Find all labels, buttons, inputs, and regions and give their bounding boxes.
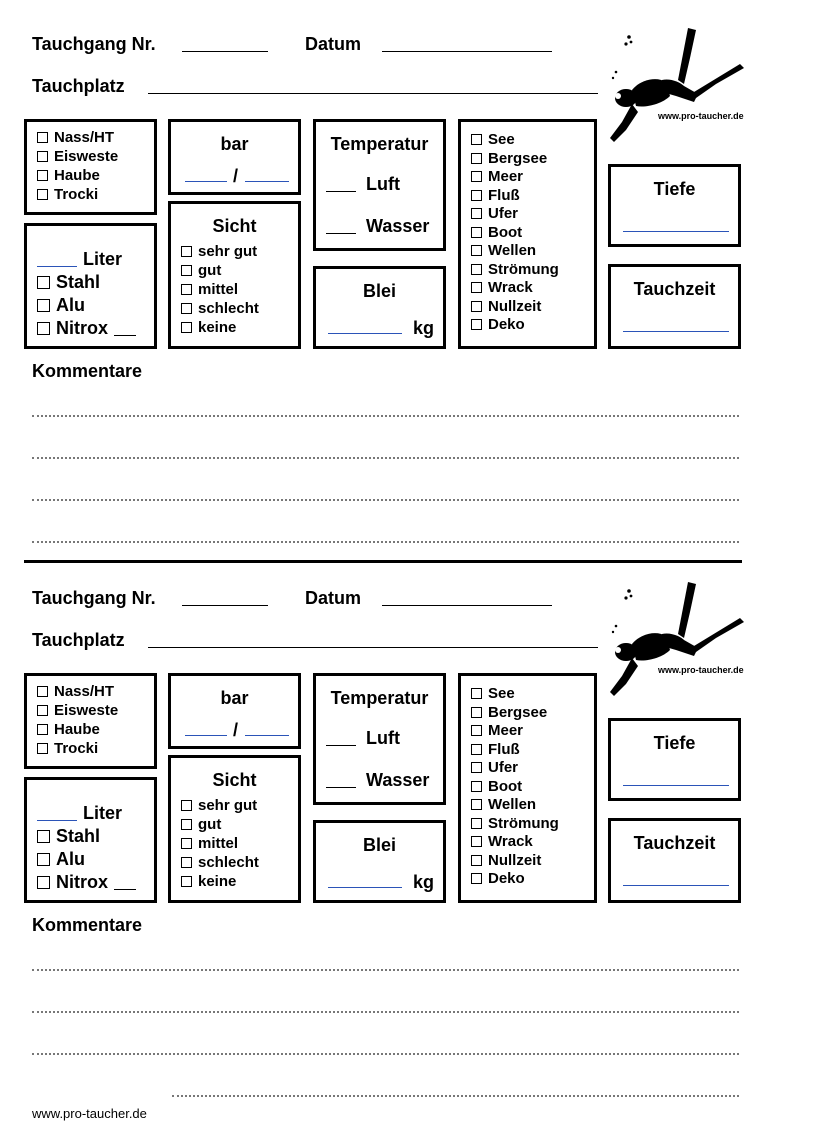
checkbox-icon[interactable]: [37, 705, 48, 716]
suit-option[interactable]: Haube: [37, 722, 118, 737]
tank-option[interactable]: Stahl: [37, 827, 136, 845]
comments-title: Kommentare: [32, 361, 143, 381]
visibility-option[interactable]: gut: [181, 817, 259, 832]
water-type-option[interactable]: Meer: [471, 723, 559, 738]
suit-option[interactable]: Haube: [37, 168, 118, 183]
logo-site-text: www.pro-taucher.de: [658, 665, 744, 675]
bar-start-field[interactable]: [185, 181, 227, 182]
logbook-entry-1: [0, 0, 819, 560]
temperature-box: [313, 119, 446, 251]
tank-option[interactable]: Nitrox: [37, 873, 136, 891]
water-type-option[interactable]: Wrack: [471, 834, 559, 849]
dive-time-title: Tauchzeit: [633, 279, 716, 299]
bar-box: [168, 119, 301, 195]
water-type-option[interactable]: Nullzeit: [471, 853, 559, 868]
dive-number-label: Tauchgang Nr.: [32, 588, 156, 608]
weight-unit: kg: [413, 872, 435, 892]
checkbox-icon[interactable]: [471, 855, 482, 866]
dive-number-label: Tauchgang Nr.: [32, 34, 156, 54]
tank-liter-row[interactable]: Liter: [37, 250, 136, 268]
logo-site-text: www.pro-taucher.de: [658, 111, 744, 121]
dive-site-label: Tauchplatz: [32, 630, 125, 650]
checkbox-icon[interactable]: [471, 688, 482, 699]
tank-option[interactable]: Nitrox: [37, 319, 136, 337]
checkbox-icon[interactable]: [37, 853, 50, 866]
footer-site: www.pro-taucher.de: [32, 1106, 147, 1121]
bar-end-field[interactable]: [245, 181, 289, 182]
dive-time-box: [608, 264, 741, 349]
tank-box: [24, 223, 157, 349]
air-label: Luft: [366, 728, 400, 748]
scuba-diver-icon: [604, 24, 744, 148]
suit-box: [24, 119, 157, 215]
bar-box: [168, 673, 301, 749]
comment-line[interactable]: [32, 541, 739, 543]
suit-box: [24, 673, 157, 769]
suit-option[interactable]: Trocki: [37, 741, 118, 756]
suit-option[interactable]: Nass/HT: [37, 684, 118, 699]
depth-title: Tiefe: [653, 733, 696, 753]
water-type-option[interactable]: Wellen: [471, 797, 559, 812]
tank-option[interactable]: Alu: [37, 850, 136, 868]
weight-title: Blei: [362, 281, 396, 301]
liter-field[interactable]: [37, 806, 77, 821]
dive-number-field[interactable]: [182, 51, 268, 52]
comment-line[interactable]: [32, 415, 739, 417]
water-temp-field[interactable]: [326, 787, 356, 788]
dive-site-field[interactable]: [148, 93, 598, 94]
checkbox-icon[interactable]: [471, 836, 482, 847]
checkbox-icon[interactable]: [181, 284, 192, 295]
checkbox-icon[interactable]: [181, 322, 192, 333]
suit-option[interactable]: Eisweste: [37, 149, 118, 164]
checkbox-icon[interactable]: [37, 170, 48, 181]
water-type-box: [458, 673, 597, 903]
checkbox-icon[interactable]: [181, 838, 192, 849]
bar-end-field[interactable]: [245, 735, 289, 736]
checkbox-icon[interactable]: [37, 132, 48, 143]
checkbox-icon[interactable]: [37, 151, 48, 162]
checkbox-icon[interactable]: [471, 319, 482, 330]
checkbox-icon[interactable]: [37, 189, 48, 200]
comment-line[interactable]: [172, 1095, 739, 1097]
weight-box: [313, 266, 446, 349]
checkbox-icon[interactable]: [471, 208, 482, 219]
water-type-option[interactable]: Wrack: [471, 280, 559, 295]
visibility-option[interactable]: keine: [181, 874, 259, 889]
water-type-option[interactable]: Deko: [471, 317, 559, 332]
depth-box: [608, 718, 741, 801]
water-type-option[interactable]: Strömung: [471, 816, 559, 831]
comment-line[interactable]: [32, 499, 739, 501]
checkbox-icon[interactable]: [37, 276, 50, 289]
dive-time-title: Tauchzeit: [633, 833, 716, 853]
temperature-title: Temperatur: [330, 688, 429, 708]
checkbox-icon[interactable]: [181, 246, 192, 257]
visibility-option[interactable]: mittel: [181, 282, 259, 297]
visibility-box: [168, 201, 301, 349]
visibility-title: Sicht: [212, 216, 257, 236]
scuba-diver-icon: [604, 578, 744, 702]
air-temp-field[interactable]: [326, 191, 356, 192]
comment-line[interactable]: [32, 1053, 739, 1055]
tank-option[interactable]: Alu: [37, 296, 136, 314]
weight-title: Blei: [362, 835, 396, 855]
checkbox-icon[interactable]: [471, 744, 482, 755]
air-label: Luft: [366, 174, 400, 194]
visibility-option[interactable]: mittel: [181, 836, 259, 851]
water-type-option[interactable]: Ufer: [471, 760, 559, 775]
checkbox-icon[interactable]: [181, 303, 192, 314]
water-label: Wasser: [366, 216, 430, 236]
comment-line[interactable]: [32, 969, 739, 971]
checkbox-icon[interactable]: [471, 301, 482, 312]
visibility-title: Sicht: [212, 770, 257, 790]
checkbox-icon[interactable]: [471, 725, 482, 736]
date-label: Datum: [305, 588, 362, 608]
visibility-option[interactable]: sehr gut: [181, 798, 259, 813]
weight-unit: kg: [413, 318, 435, 338]
water-type-option[interactable]: See: [471, 132, 559, 147]
comment-line[interactable]: [32, 457, 739, 459]
weight-field[interactable]: [328, 333, 402, 334]
tank-liter-row[interactable]: Liter: [37, 804, 136, 822]
checkbox-icon[interactable]: [181, 857, 192, 868]
depth-field[interactable]: [623, 785, 729, 786]
visibility-option[interactable]: schlecht: [181, 301, 259, 316]
dive-site-label: Tauchplatz: [32, 76, 125, 96]
comments-title: Kommentare: [32, 915, 143, 935]
liter-field[interactable]: [37, 252, 77, 267]
water-type-option[interactable]: Fluß: [471, 742, 559, 757]
water-type-box: [458, 119, 597, 349]
water-type-option[interactable]: See: [471, 686, 559, 701]
water-type-option[interactable]: Strömung: [471, 262, 559, 277]
visibility-option[interactable]: gut: [181, 263, 259, 278]
bar-slash: /: [233, 166, 239, 186]
depth-box: [608, 164, 741, 247]
visibility-option[interactable]: schlecht: [181, 855, 259, 870]
water-type-option[interactable]: Fluß: [471, 188, 559, 203]
checkbox-icon[interactable]: [37, 724, 48, 735]
checkbox-icon[interactable]: [37, 830, 50, 843]
air-temp-field[interactable]: [326, 745, 356, 746]
checkbox-icon[interactable]: [471, 799, 482, 810]
nitrox-field[interactable]: [114, 875, 136, 890]
checkbox-icon[interactable]: [471, 153, 482, 164]
checkbox-icon[interactable]: [471, 762, 482, 773]
bar-start-field[interactable]: [185, 735, 227, 736]
temperature-box: [313, 673, 446, 805]
date-label: Datum: [305, 34, 362, 54]
water-type-option[interactable]: Bergsee: [471, 151, 559, 166]
water-type-option[interactable]: Wellen: [471, 243, 559, 258]
dive-time-field[interactable]: [623, 331, 729, 332]
checkbox-icon[interactable]: [181, 265, 192, 276]
checkbox-icon[interactable]: [37, 299, 50, 312]
dive-time-field[interactable]: [623, 885, 729, 886]
checkbox-icon[interactable]: [37, 322, 50, 335]
logbook-entry-2: [0, 554, 819, 1114]
tank-option[interactable]: Stahl: [37, 273, 136, 291]
dive-time-box: [608, 818, 741, 903]
checkbox-icon[interactable]: [471, 707, 482, 718]
checkbox-icon[interactable]: [181, 876, 192, 887]
checkbox-icon[interactable]: [471, 264, 482, 275]
nitrox-field[interactable]: [114, 321, 136, 336]
date-field[interactable]: [382, 51, 552, 52]
date-field[interactable]: [382, 605, 552, 606]
suit-option[interactable]: Eisweste: [37, 703, 118, 718]
checkbox-icon[interactable]: [471, 227, 482, 238]
bar-title: bar: [220, 134, 249, 154]
weight-box: [313, 820, 446, 903]
water-type-option[interactable]: Boot: [471, 779, 559, 794]
checkbox-icon[interactable]: [181, 819, 192, 830]
visibility-option[interactable]: keine: [181, 320, 259, 335]
checkbox-icon[interactable]: [471, 781, 482, 792]
checkbox-icon[interactable]: [471, 818, 482, 829]
checkbox-icon[interactable]: [471, 282, 482, 293]
water-type-option[interactable]: Nullzeit: [471, 299, 559, 314]
tank-box: [24, 777, 157, 903]
dive-site-field[interactable]: [148, 647, 598, 648]
water-type-option[interactable]: Meer: [471, 169, 559, 184]
checkbox-icon[interactable]: [37, 686, 48, 697]
water-type-option[interactable]: Bergsee: [471, 705, 559, 720]
water-label: Wasser: [366, 770, 430, 790]
checkbox-icon[interactable]: [181, 800, 192, 811]
checkbox-icon[interactable]: [471, 190, 482, 201]
depth-field[interactable]: [623, 231, 729, 232]
bar-slash: /: [233, 720, 239, 740]
water-type-option[interactable]: Ufer: [471, 206, 559, 221]
water-type-option[interactable]: Deko: [471, 871, 559, 886]
checkbox-icon[interactable]: [37, 876, 50, 889]
comment-line[interactable]: [32, 1011, 739, 1013]
checkbox-icon[interactable]: [471, 873, 482, 884]
suit-option[interactable]: Trocki: [37, 187, 118, 202]
bar-title: bar: [220, 688, 249, 708]
suit-option[interactable]: Nass/HT: [37, 130, 118, 145]
temperature-title: Temperatur: [330, 134, 429, 154]
dive-number-field[interactable]: [182, 605, 268, 606]
checkbox-icon[interactable]: [471, 245, 482, 256]
checkbox-icon[interactable]: [471, 134, 482, 145]
weight-field[interactable]: [328, 887, 402, 888]
checkbox-icon[interactable]: [471, 171, 482, 182]
visibility-box: [168, 755, 301, 903]
checkbox-icon[interactable]: [37, 743, 48, 754]
depth-title: Tiefe: [653, 179, 696, 199]
water-temp-field[interactable]: [326, 233, 356, 234]
visibility-option[interactable]: sehr gut: [181, 244, 259, 259]
water-type-option[interactable]: Boot: [471, 225, 559, 240]
